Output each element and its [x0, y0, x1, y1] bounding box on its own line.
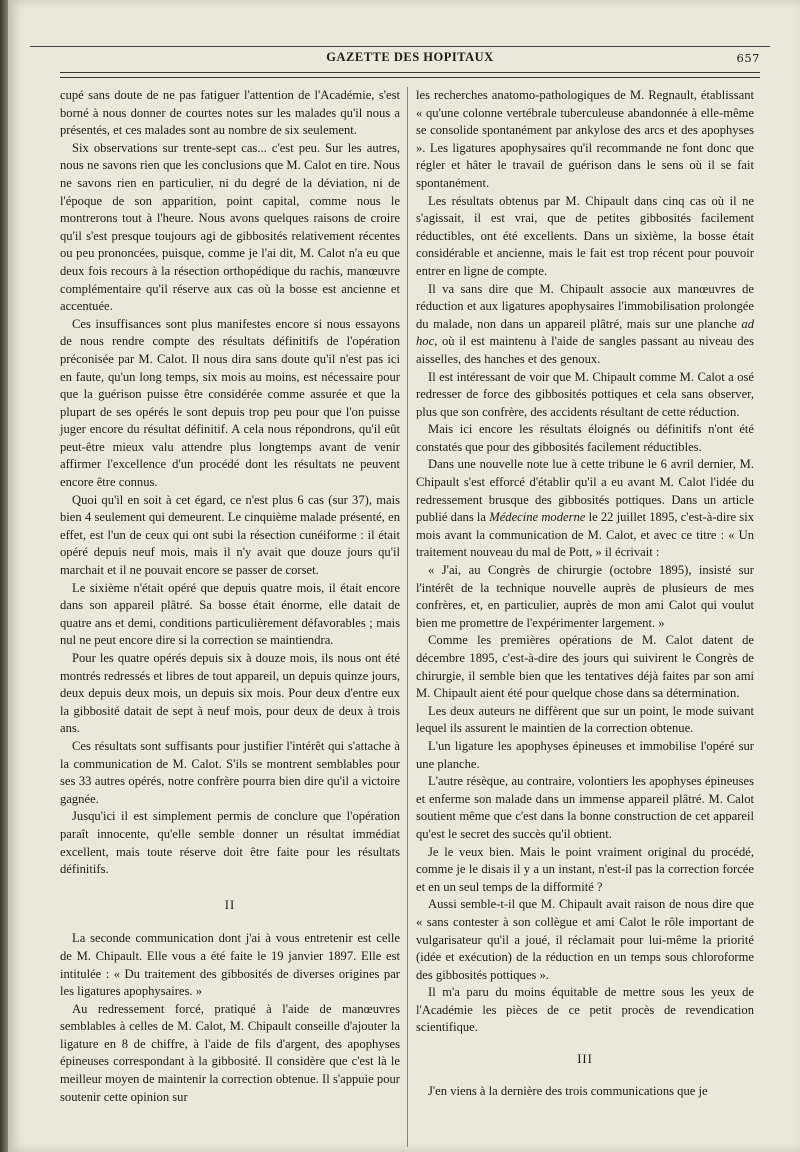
- page-number: 657: [736, 51, 760, 65]
- paragraph: Il est intéressant de voir que M. Chipault comme M. Calot a osé redresser de force des gibbosités pottiques et cela sans observer, plus que son confrère, des accidents résultant de cette réduction.: [416, 369, 754, 419]
- paragraph: Il m'a paru du moins équitable de mettre sous les yeux de l'Académie les pièces de ce petit procès de revendication scientifique.: [416, 985, 754, 1035]
- paragraph: L'un ligature les apophyses épineuses et immobilise l'opéré sur une planche.: [416, 738, 754, 771]
- paragraph: « J'ai, au Congrès de chirurgie (octobre 1895), insisté sur l'intérêt de la technique nouvelle auprès de plusieurs de mes confrères, et, en particulier, auprès de mon ami Calot qui voulut bien me promettre de l'expérimenter largement. »: [416, 563, 754, 630]
- column-divider: [407, 87, 408, 1147]
- paragraph-text: Dans une nouvelle note lue à cette tribune le 6 avril dernier, M. Chipault s'est efforcé d'établir qu'il a eu avant M. Calot l'idée du redressement brusque des gibbosités pottiques. Dans un article publié dans la: [416, 457, 754, 525]
- paragraph: J'en viens à la dernière des trois communications que je: [428, 1083, 708, 1098]
- right-column: [416, 87, 754, 1100]
- binding-edge: [0, 0, 8, 1152]
- paragraph: Aussi semble-t-il que M. Chipault avait raison de nous dire que « sans contester à son collègue et ami Calot le rôle important de vulgarisateur qu'il a joué, il réclamait pour lui-même la priorité (idée et exécution) de la réduction en un temps sous chloroforme des gibbosités pottiques ».: [416, 897, 754, 982]
- paragraph-text: , où il est maintenu à l'aide de sangles passant au niveau des aisselles, des hanches et des genoux.: [416, 334, 754, 366]
- paragraph: cupé sans doute de ne pas fatiguer l'attention de l'Académie, s'est borné à nous donner de courtes notes sur les malades qu'il nous a présentés, et ces malades sont au nombre de six seulement.: [60, 88, 400, 138]
- paragraph: Mais ici encore les résultats éloignés ou définitifs n'ont été constatés que pour des gibbosités facilement réductibles.: [416, 422, 754, 454]
- paragraph: [416, 281, 754, 369]
- top-rule: [30, 46, 770, 47]
- paragraph: La seconde communication dont j'ai à vous entretenir est celle de M. Chipault. Elle vous a été faite le 19 janvier 1897. Elle est intitulée : « Du traitement des gibbosités de diverses origines par les ligatures apophysaires. »: [60, 931, 400, 999]
- section-heading-iii: III: [577, 1052, 593, 1067]
- paragraph-text: le 22 juillet 1895, c'est-à-dire six mois avant la communication de M. Calot, et avec ce titre : « Un traitement nouveau du mal de Pott, » il écrivait :: [416, 510, 754, 560]
- paragraph: [416, 456, 754, 562]
- paragraph: Les deux auteurs ne diffèrent que sur un point, le mode suivant lequel ils assurent le maintien de la correction obtenue.: [416, 703, 754, 736]
- journal-title: GAZETTE DES HOPITAUX: [326, 50, 494, 64]
- paragraph: Jusqu'ici il est simplement permis de conclure que l'opération paraît innocente, qu'elle semble donner un résultat immédiat excellent, mais toute réserve doit être faite pour les résultats définitifs.: [60, 809, 400, 877]
- page-header: [60, 50, 760, 68]
- paragraph: Les résultats obtenus par M. Chipault dans cinq cas où il ne s'agissait, il est vrai, que de petites gibbosités facilement réductibles, ont été excellents. Dans un sixième, la bosse était considérable et ancienne, mais le fait est trop récent pour pouvoir entrer en ligne de compte.: [416, 193, 754, 278]
- paragraph: Au redressement forcé, pratiqué à l'aide de manœuvres semblables à celles de M. Calot, M. Chipault conseille d'ajouter la ligature en 8 de chiffre, à l'aide de fils d'argent, des apophyses épineuses correspondant à la gibbosité. Il considère que c'est là le meilleur moyen de maintenir la correction obtenue. Il s'appuie pour soutenir cette opinion sur: [60, 1001, 400, 1104]
- paragraph: les recherches anatomo-pathologiques de M. Regnault, établissant « qu'une colonne vertébrale tuberculeuse abandonnée à elle-même se consolide spontanément par ankylose des arcs et des apophyses ». Les ligatures apophysaires qu'il recommande ne font donc que régler et hâter le travail de guérison dans le sens où il se fait spontanément.: [416, 88, 754, 190]
- paragraph: Ces résultats sont suffisants pour justifier l'intérêt qui s'attache à la communication de M. Calot. S'ils se montrent semblables pour ses 33 autres opérés, notre confrère pourra bien dire qu'il a victoire gagnée.: [60, 738, 400, 806]
- paragraph: Comme les premières opérations de M. Calot datent de décembre 1895, c'est-à-dire des jours qui suivirent le Congrès de chirurgie, il semble bien que les tentatives déjà faites par son ami M. Chipault aient été pour quelque chose dans sa détermination.: [416, 633, 754, 701]
- header-double-rule: [60, 72, 760, 78]
- paragraph: Je le veux bien. Mais le point vraiment original du procédé, comme je le disais il y a un instant, n'est-il pas la correction forcée et en un seul temps de la difformité ?: [416, 844, 754, 894]
- paragraph-text: Il va sans dire que M. Chipault associe aux manœuvres de réduction et aux ligatures apophysaires l'immobilisation prolongée du malade, non dans un appareil plâtré, mais sur une planche: [416, 281, 754, 331]
- paragraph: L'autre résèque, au contraire, volontiers les apophyses épineuses et enferme son malade dans un immense appareil plâtré. M. Calot soutient même que c'est dans la bonne construction de cet appareil qu'est le secret des succès qu'il obtient.: [416, 774, 754, 841]
- paragraph: Le sixième n'était opéré que depuis quatre mois, il était encore dans son appareil plâtré. Sa bosse était énorme, elle datait de quatre ans et demi, conditions particulièrement défavorables ; mais nul ne peut encore dire si la correction se maintiendra.: [60, 580, 400, 648]
- paragraph: Pour les quatre opérés depuis six à douze mois, ils nous ont été montrés redressés et libres de tout appareil, un depuis quinze jours, deux depuis deux mois, un depuis six mois. Pour deux d'entre eux la gibbosité datait de sept à neuf mois, pour deux de deux à trois ans.: [60, 651, 400, 736]
- paragraph: Six observations sur trente-sept cas... c'est peu. Sur les autres, nous ne savons rien que les conclusions que M. Calot en tire. Nous ne savons rien en particulier, ni du degré de la déviation, ni de l'époque de son apparition, point capital, comme nous le montrerons tout à l'heure. Nous avons quelques raisons de croire qu'il s'est presque toujours agi de gibbosités relativement récentes ou peu prononcées, puisque, comme je l'ai dit, M. Calot n'a eu que deux fois recours à la résection orthopédique du rachis, manœuvre complémentaire qu'il réserve aux cas où la bosse est ancienne et accentuée.: [60, 140, 400, 314]
- section-heading-ii: II: [224, 897, 236, 912]
- journal-name: Médecine moderne: [489, 510, 586, 525]
- left-column: [60, 87, 400, 1106]
- paragraph: Quoi qu'il en soit à cet égard, ce n'est plus 6 cas (sur 37), mais bien 4 seulement qui demeurent. Le cinquième malade présenté, en effet, est l'un de ceux qui ont subi la résection cunéiforme : il était opéré depuis neuf mois, mais il n'y avait que douze jours qu'il marchait et il ne pouvait encore se passer de corset.: [60, 492, 400, 578]
- paragraph: Ces insuffisances sont plus manifestes encore si nous essayons de nous rendre compte des résultats définitifs de l'opération préconisée par M. Calot. Il nous dira sans doute qu'il n'est pas ici en faute, qu'un long temps, six mois au moins, est nécessaire pour que la guérison puisse être considérée comme assurée et que la plupart de ses opérés le sont depuis trop peu pour que l'on puisse juger encore du résultat définitif. A cela nous répondrons, qu'il eût peut-être mieux valu attendre plus longtemps avant de venir affirmer l'excellence d'un procédé dont les résultats ne peuvent encore être connus.: [60, 316, 400, 490]
- latin-phrase: ad hoc: [416, 316, 754, 349]
